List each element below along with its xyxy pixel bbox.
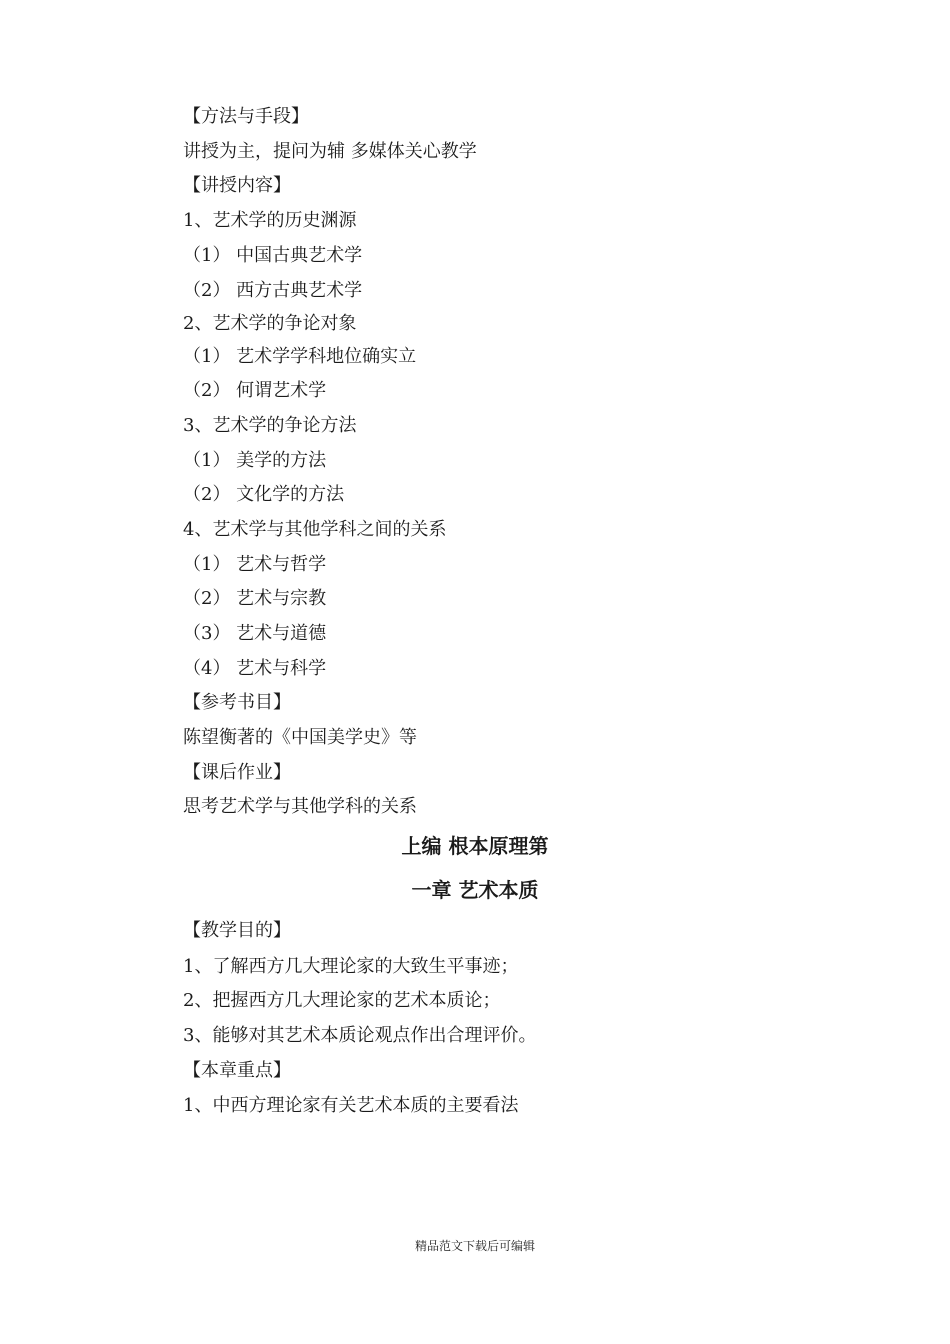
homework-text: 思考艺术学与其他学科的关系 <box>183 796 417 817</box>
topic-4-item-3: （3） 艺术与道德 <box>183 623 327 644</box>
topic-2-item-2: （2） 何谓艺术学 <box>183 380 327 401</box>
goal-item-2: 2、把握西方几大理论家的艺术本质论； <box>183 990 501 1011</box>
topic-2-title: 2、艺术学的争论对象 <box>183 313 357 334</box>
goal-item-3: 3、能够对其艺术本质论观点作出合理评价。 <box>183 1025 537 1046</box>
page-footer: 精品范文下载后可编辑 <box>414 1239 535 1253</box>
reference-text: 陈望衡著的《中国美学史》等 <box>183 727 417 748</box>
topic-4-item-1: （1） 艺术与哲学 <box>183 554 327 575</box>
topic-4-item-4: （4） 艺术与科学 <box>183 658 327 679</box>
homework-heading: 【课后作业】 <box>183 762 291 783</box>
topic-3-item-1: （1） 美学的方法 <box>183 450 327 471</box>
focus-heading: 【本章重点】 <box>183 1060 291 1081</box>
chapter-title-line-2: 一章 艺术本质 <box>411 878 539 902</box>
topic-1-item-1: （1） 中国古典艺术学 <box>183 245 363 266</box>
topic-3-title: 3、艺术学的争论方法 <box>183 415 357 436</box>
topic-4-title: 4、艺术学与其他学科之间的关系 <box>183 519 447 540</box>
goal-item-1: 1、了解西方几大理论家的大致生平事迹； <box>183 956 519 977</box>
goals-heading: 【教学目的】 <box>183 920 291 941</box>
topic-3-item-2: （2） 文化学的方法 <box>183 484 345 505</box>
reference-heading: 【参考书目】 <box>183 692 291 713</box>
focus-item-1: 1、中西方理论家有关艺术本质的主要看法 <box>183 1095 519 1116</box>
chapter-title-line-1: 上编 根本原理第 <box>401 834 549 858</box>
topic-1-title: 1、艺术学的历史渊源 <box>183 210 357 231</box>
topic-2-item-1: （1） 艺术学学科地位确实立 <box>183 346 417 367</box>
topic-4-item-2: （2） 艺术与宗教 <box>183 588 327 609</box>
methods-text: 讲授为主，提问为辅 多媒体关心教学 <box>183 141 477 162</box>
content-heading: 【讲授内容】 <box>183 175 291 196</box>
methods-heading: 【方法与手段】 <box>183 106 309 127</box>
topic-1-item-2: （2） 西方古典艺术学 <box>183 280 363 301</box>
